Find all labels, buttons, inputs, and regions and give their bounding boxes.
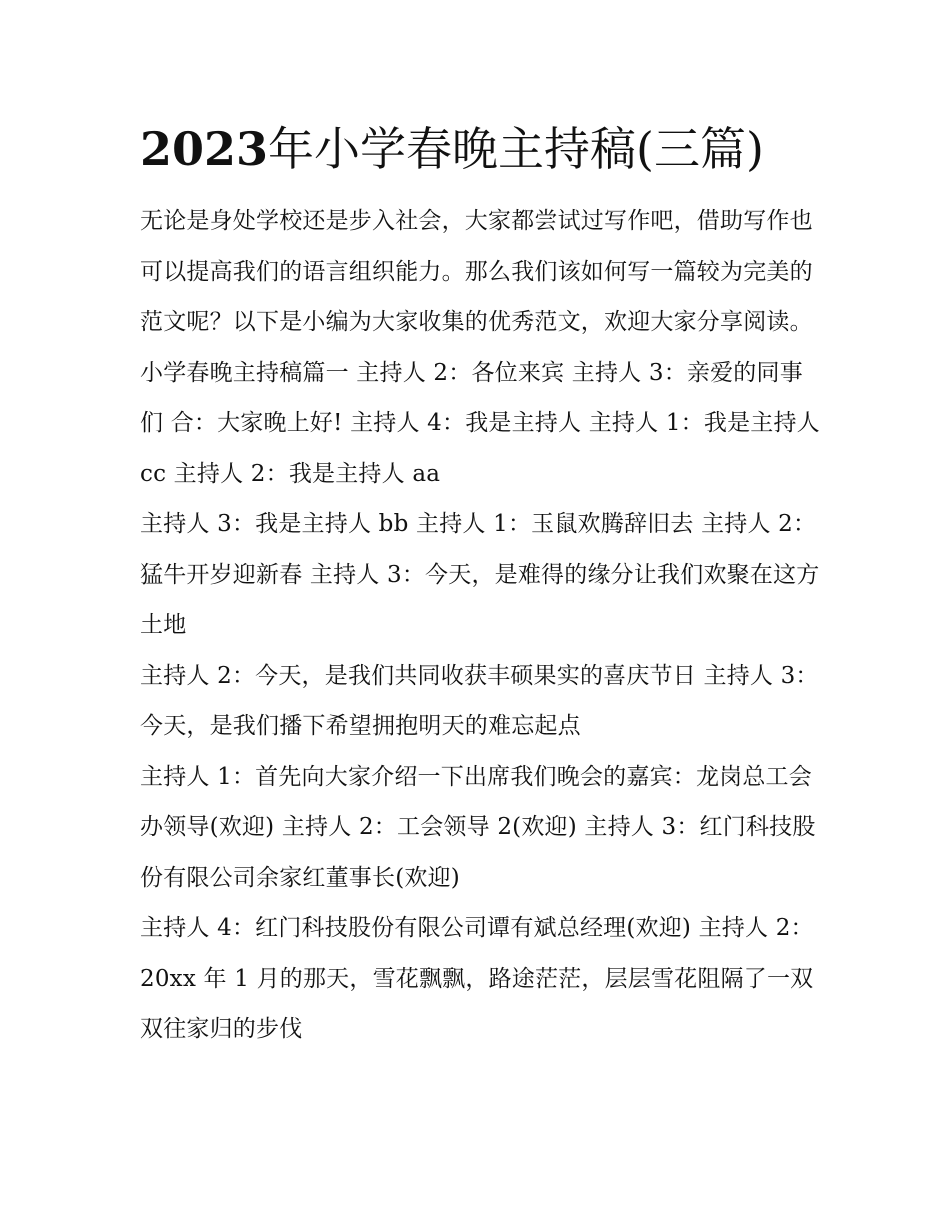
title-text: 年小学春晚主持稿(三篇) bbox=[268, 122, 764, 176]
intro-paragraph: 无论是身处学校还是步入社会，大家都尝试过写作吧，借助写作也可以提高我们的语言组织能力。那么我们该如何写一篇较为完美的范文呢？以下是小编为大家收集的优秀范文，欢迎大家分享阅读。 bbox=[140, 208, 813, 335]
body-paragraph: 小学春晚主持稿篇一 主持人 2：各位来宾 主持人 3：亲爱的同事们 合：大家晚上好! 主持人 4：我是主持人 主持人 1：我是主持人 cc 主持人 2：我是主持人 aa bbox=[140, 359, 820, 487]
document-page bbox=[140, 0, 820, 1055]
title-year: 2023 bbox=[140, 122, 269, 176]
body-paragraph: 主持人 4：红门科技股份有限公司谭有斌总经理(欢迎) 主持人 2：20xx 年 1 月的那天，雪花飘飘，路途茫茫，层层雪花阻隔了一双双往家归的步伐 bbox=[140, 915, 814, 1042]
body-paragraph: 主持人 1：首先向大家介绍一下出席我们晚会的嘉宾：龙岗总工会办领导(欢迎) 主持人 2：工会领导 2(欢迎) 主持人 3：红门科技股份有限公司余家红董事长(欢迎) bbox=[140, 763, 816, 891]
body-paragraph: 主持人 3：我是主持人 bb 主持人 1：玉鼠欢腾辞旧去 主持人 2：猛牛开岁迎新春 主持人 3：今天，是难得的缘分让我们欢聚在这方土地 bbox=[140, 511, 820, 638]
body-paragraph: 主持人 2：今天，是我们共同收获丰硕果实的喜庆节日 主持人 3：今天，是我们播下希望拥抱明天的难忘起点 bbox=[140, 662, 819, 739]
document-body bbox=[140, 196, 820, 1055]
document-title bbox=[140, 120, 820, 178]
